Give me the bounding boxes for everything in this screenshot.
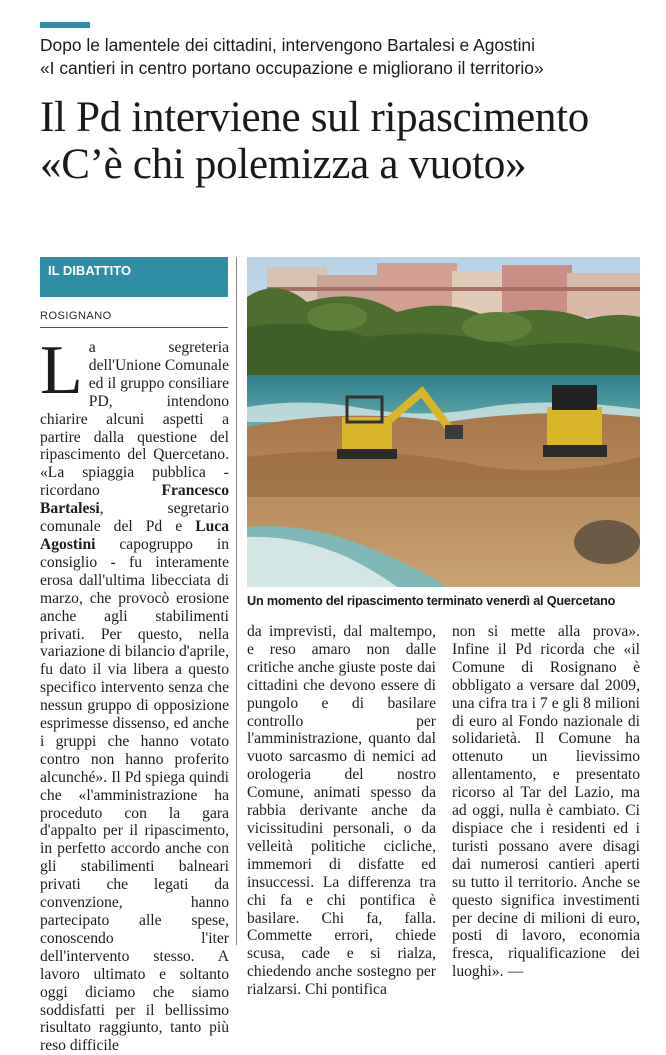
location-label: ROSIGNANO xyxy=(40,310,112,322)
headline-line-1: Il Pd interviene sul ripascimento xyxy=(40,94,589,141)
kicker xyxy=(40,34,640,80)
article-paragraph: non si mette alla prova». Infine il Pd ricorda che «il Comune di Rosignano è obbligato a versare dal 2009, una cifra tra i 7 e gli 8 milioni di euro al Fondo nazionale di solidarietà. Il Comune ha ottenuto un lievissimo allentamento, e presentato ricorso al Tar del Lazio, ma ad oggi, nulla è cambiato. Ci dispiace che i residenti ed i turisti possano avere disagi dai numerosi cantieri aperti su tutto il territorio. Anche se questo significa investimenti per decine di milioni di euro, posti di lavoro, economia fresca, riqualificazione dei luoghi». — xyxy=(452,623,640,981)
article-text-part: a segreteria dell'Unione Comunale ed il gruppo consiliare PD, intendono chiarire alcuni aspetti a partire dalla questione del ripascimento del Quercetano. «La spiaggia pubblica - ricordano xyxy=(40,339,229,500)
beach-photo xyxy=(247,257,640,587)
drop-cap: L xyxy=(40,332,83,409)
article-paragraph: da imprevisti, dal maltempo, e reso amaro non dalle critiche anche giuste poste dai cittadini che devono essere di pungolo e di basilare controllo per l'amministrazione, quanto dal vuoto sarcasmo di nemici ad orologeria del nostro Comune, animati spesso da rabbia derivante anche da vicissitudini personali, o da velleità politiche cicliche, immemori di disfatte ed insuccessi. La differenza tra chi fa e chi pontifica è basilare. Chi fa, falla. Commette errori, chiede scusa, cade e si rialza, chiedendo anche sostegno per rialzarsi. Chi pontifica xyxy=(247,623,436,999)
headline-line-2: «C’è chi polemizza a vuoto» xyxy=(40,141,527,188)
kicker-line-2: «I cantieri in centro portano occupazione e migliorano il territorio» xyxy=(40,58,544,78)
photo-caption: Un momento del ripascimento terminato venerdì al Quercetano xyxy=(247,594,616,608)
location-divider xyxy=(40,327,228,328)
article-text-part: capogruppo in consiglio - fu interamente erosa dall'ultima libecciata di marzo, che provocò erosione anche agli stabilimenti privati. Per questo, nella variazione di bilancio d'aprile, fu dato il via libera a questo specifico intervento senza che nessun gruppo di opposizione esprimesse dissenso, ed anche i gruppi che hanno votato contro non hanno proferito alcunché». Il Pd spiega quindi che «l'amministrazione ha proceduto con la gara d'appalto per il ripascimento, in perfetto accordo anche con gli stabilimenti balneari privati che legati da convenzione, hanno partecipato alle spese, conoscendo l'iter dell'intervento stesso. A lavoro ultimato e soltanto oggi diciamo che siamo soddisfatti per il bellissimo risultato raggiunto, tanto più reso difficile xyxy=(40,535,229,1055)
article-text-part: , segretario comunale del Pd e xyxy=(40,500,229,536)
kicker-line-1: Dopo le lamentele dei cittadini, intervengono Bartalesi e Agostini xyxy=(40,35,535,55)
article-column-2 xyxy=(247,623,436,999)
accent-bar xyxy=(40,22,90,28)
section-badge: IL DIBATTITO xyxy=(40,257,228,297)
beach-excavator-photo-icon xyxy=(247,257,640,587)
article-column-1 xyxy=(40,332,229,1055)
person-name: Luca Agostini xyxy=(40,518,229,553)
column-divider xyxy=(236,257,237,945)
article-column-3 xyxy=(452,623,640,981)
headline xyxy=(40,94,650,188)
person-name: Francesco Bartalesi xyxy=(40,482,229,518)
